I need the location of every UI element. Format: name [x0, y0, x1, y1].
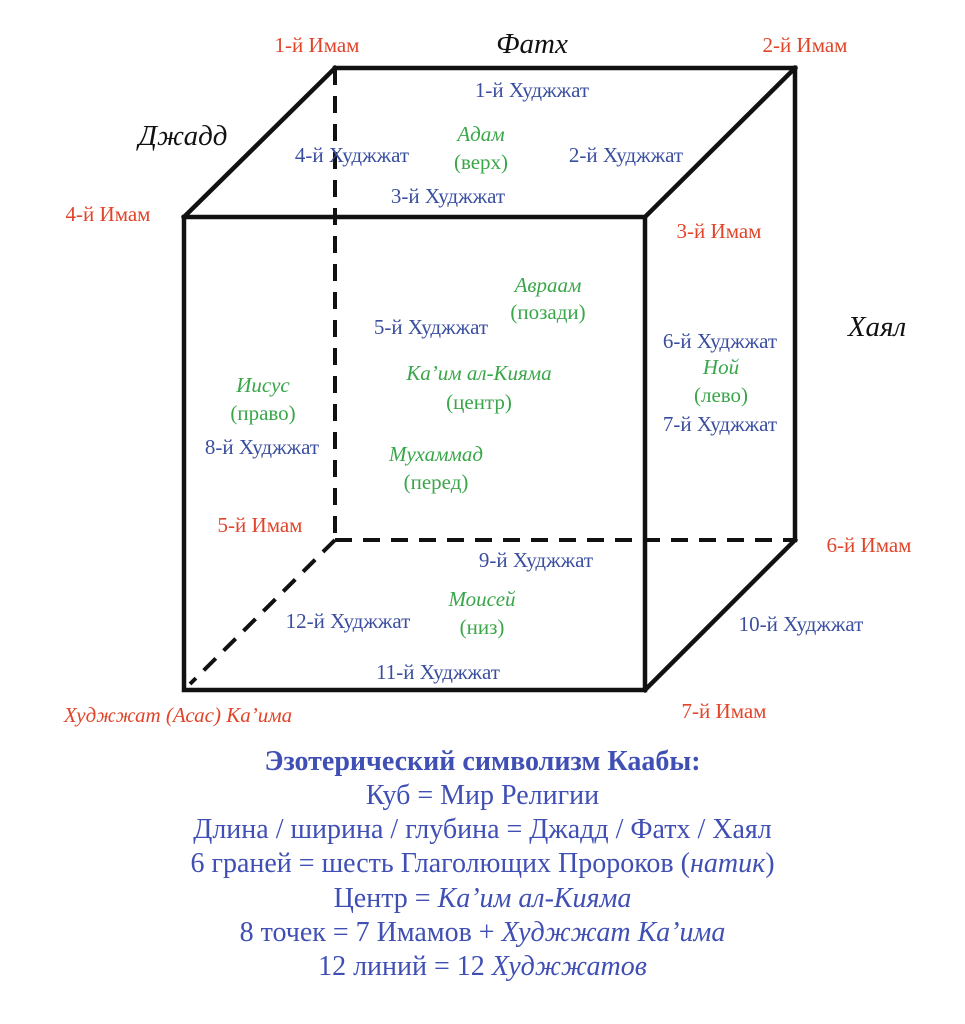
face-front-dir: (перед) — [403, 470, 469, 494]
caption-line-cube: Куб = Мир Религии — [365, 780, 600, 812]
face-top-dir: (верх) — [453, 150, 509, 174]
face-bottom-name: Моисей — [448, 587, 516, 611]
hujjat-7-label: 7-й Худжжат — [662, 412, 778, 436]
hujjat-9-label: 9-й Худжжат — [478, 548, 594, 572]
imam-1-label: 1-й Имам — [274, 33, 360, 57]
caption-line-center: Центр = Ка’им ал-Кияма — [333, 882, 632, 914]
face-right-dir: (право) — [230, 401, 296, 425]
hujjat-qaim-label: Худжжат (Асас) Ка’има — [63, 703, 293, 727]
face-center-name: Ка’им ал-Кияма — [406, 361, 552, 385]
face-top-name: Адам — [457, 122, 505, 146]
hujjat-6-label: 6-й Худжжат — [662, 329, 778, 353]
hujjat-11-label: 11-й Худжжат — [376, 660, 500, 684]
face-left-name: Ной — [702, 355, 740, 379]
face-back-dir: (позади) — [510, 300, 586, 324]
hujjat-10-label: 10-й Худжжат — [738, 612, 864, 636]
caption-title: Эзотерический символизм Каабы: — [264, 746, 701, 777]
imam-3-label: 3-й Имам — [676, 219, 762, 243]
imam-5-label: 5-й Имам — [217, 513, 303, 537]
axis-label-fath: Фатх — [496, 28, 568, 60]
imam-6-label: 6-й Имам — [826, 533, 912, 557]
hujjat-1-label: 1-й Худжжат — [474, 78, 590, 102]
face-back-name: Авраам — [514, 273, 582, 297]
caption-line-faces: 6 граней = шесть Глаголющих Пророков (натик) — [190, 848, 775, 880]
caption-line-edges: 12 линий = 12 Худжжатов — [318, 950, 647, 982]
caption-line-dimensions: Длина / ширина / глубина = Джадд / Фатх / Хаял — [193, 814, 772, 846]
face-bottom-dir: (низ) — [459, 615, 505, 639]
caption-block — [0, 745, 965, 984]
axis-label-hayal: Хаял — [847, 311, 907, 343]
hujjat-5-label: 5-й Худжжат — [373, 315, 489, 339]
hujjat-12-label: 12-й Худжжат — [285, 609, 411, 633]
hujjat-3-label: 3-й Худжжат — [390, 184, 506, 208]
hujjat-2-label: 2-й Худжжат — [568, 143, 684, 167]
face-center-dir: (центр) — [446, 390, 512, 414]
face-front-name: Мухаммад — [388, 442, 484, 466]
imam-2-label: 2-й Имам — [762, 33, 848, 57]
axis-label-jadd: Джадд — [138, 120, 228, 152]
face-right-name: Иисус — [236, 373, 290, 397]
hujjat-4-label: 4-й Худжжат — [294, 143, 410, 167]
caption-line-points: 8 точек = 7 Имамов + Худжжат Ка’има — [239, 916, 726, 948]
hujjat-8-label: 8-й Худжжат — [204, 435, 320, 459]
imam-4-label: 4-й Имам — [65, 202, 151, 226]
face-left-dir: (лево) — [693, 383, 749, 407]
imam-7-label: 7-й Имам — [681, 699, 767, 723]
